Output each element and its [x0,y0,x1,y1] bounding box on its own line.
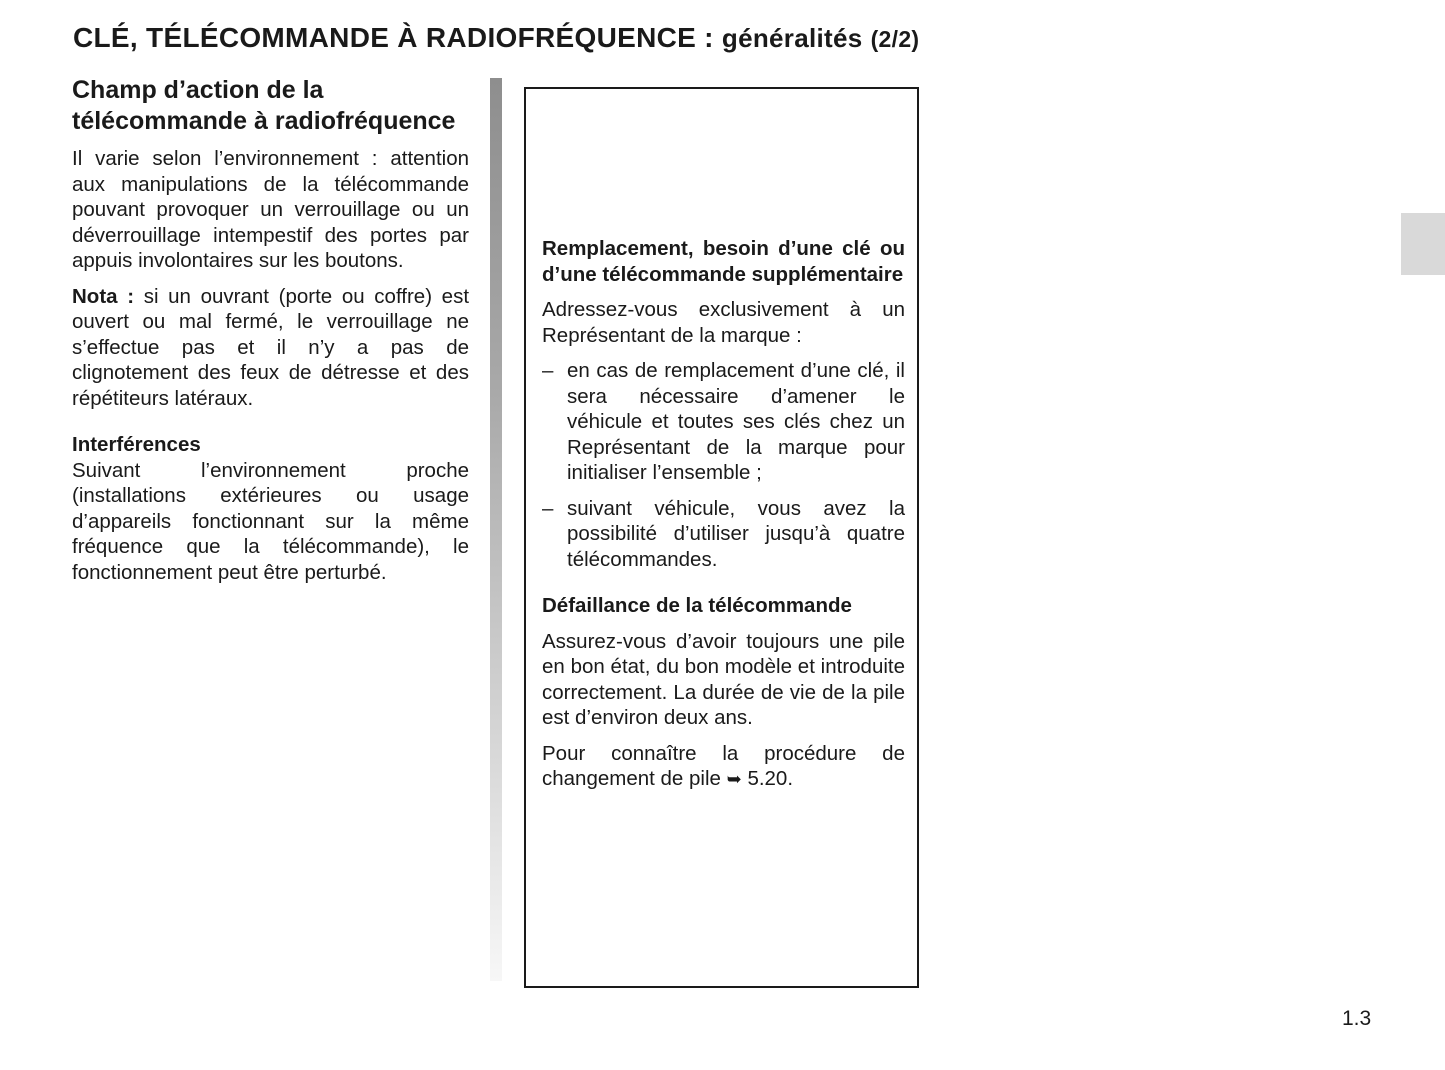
gutter-bar [490,78,502,981]
section-heading-range: Champ d’action de la télécommande à radiofréquence [72,76,456,135]
replacement-list [542,358,905,572]
info-box [524,87,919,988]
arrow-icon: ➥ [726,769,742,790]
list-dash: – [542,496,554,520]
list-item-text: suivant véhicule, vous avez la possibilité d’utiliser jusqu’à quatre télécommandes. [567,496,905,571]
title-count: (2/2) [870,26,920,52]
battery-procedure-paragraph [542,741,905,793]
title-main: CLÉ, TÉLÉCOMMANDE À RADIOFRÉQUENCE : [73,22,714,53]
nota-label: Nota : [72,284,135,308]
page-number: 1.3 [1342,1007,1372,1030]
chapter-tab [1401,213,1445,275]
info-box-content [542,236,905,793]
interference-heading: Interférences [72,433,201,456]
replacement-intro: Adressez-vous exclusivement à un Représentant de la marque : [542,298,905,347]
list-item [542,358,905,486]
list-item [542,496,905,573]
nota-text: si un ouvrant (porte ou coffre) est ouvert ou mal fermé, le verrouillage ne s’effectue pas et il n’y a pas de clignotement des feux de détresse et des répétiteurs latéraux. [72,284,470,410]
nota-paragraph [72,284,469,412]
interference-paragraph: Suivant l’environnement proche (installations extérieures ou usage d’appareils fonctionnant sur la même fréquence que la télécommande), le fonctionnement peut être perturbé. [72,458,469,584]
left-column [72,75,469,585]
page-title [73,22,919,54]
battery-procedure-text: Pour connaître la procédure de changement de pile [542,741,905,790]
page-reference-link[interactable]: 5.20. [747,767,794,790]
failure-heading: Défaillance de la télécommande [542,594,852,617]
range-paragraph: Il varie selon l’environnement : attention aux manipulations de la télécommande pouvant provoquer un verrouillage ou un déverrouillage intempestif des portes par appuis involontaires sur les boutons. [72,147,469,272]
list-dash: – [542,359,554,382]
battery-paragraph: Assurez-vous d’avoir toujours une pile en bon état, du bon modèle et introduite correctement. La durée de vie de la pile est d’environ deux ans. [542,629,905,729]
title-sub: généralités [721,23,863,53]
replacement-heading: Remplacement, besoin d’une clé ou d’une télécommande supplémentaire [542,237,905,286]
list-item-text: en cas de remplacement d’une clé, il sera nécessaire d’amener le véhicule et toutes ses clés chez un Représentant de la marque pour initialiser l’ensemble ; [567,359,905,484]
